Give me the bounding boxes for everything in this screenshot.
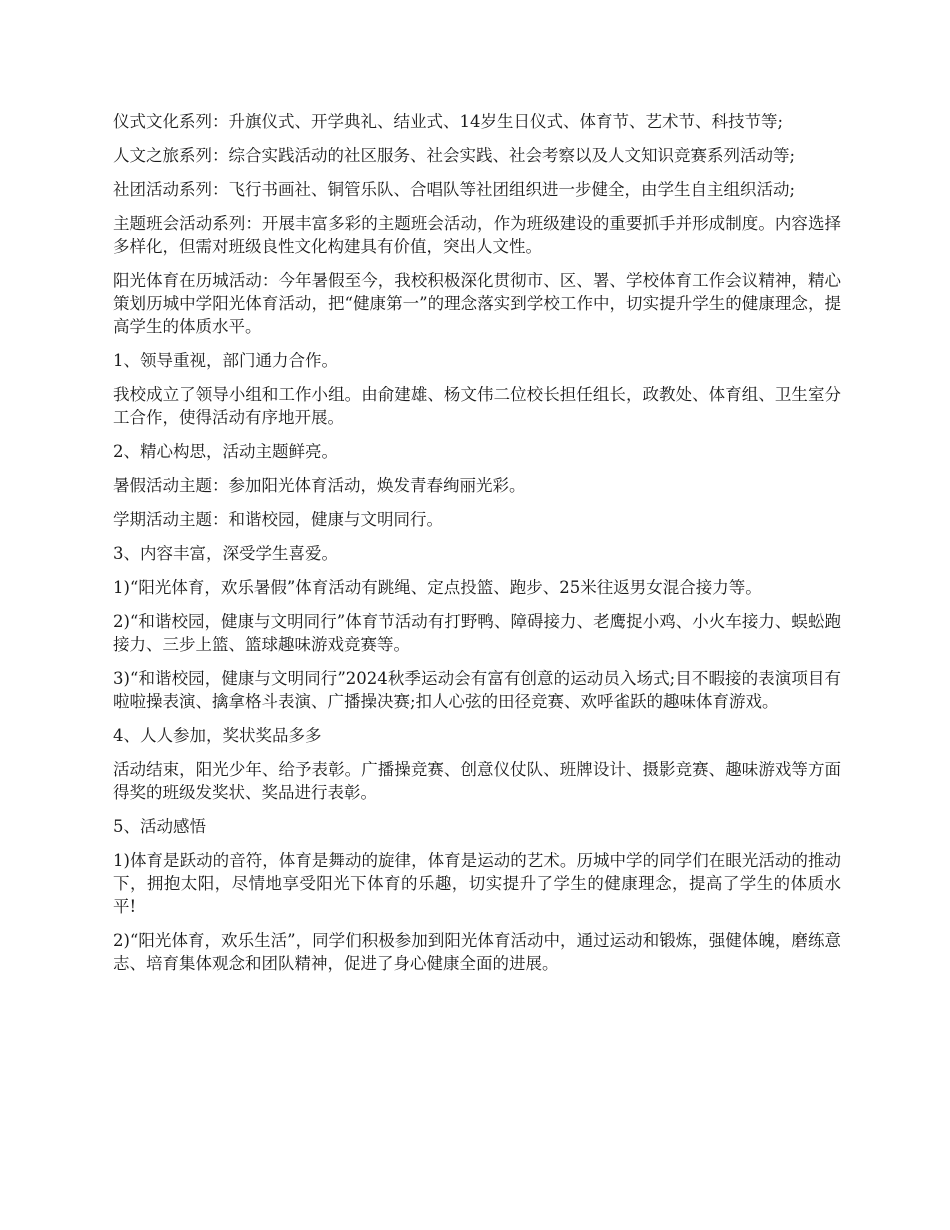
heading-theme: 2、精心构思，活动主题鲜亮。 — [113, 442, 338, 461]
paragraph-reflection-1: 1)体育是跃动的音符，体育是舞动的旋律，体育是运动的艺术。历城中学的同学们在眼光活动的推动下，拥抱太阳，尽情地享受阳光下体育的乐趣，切实提升了学生的健康理念，提高了学生的体质水平! — [113, 851, 841, 916]
heading-awards: 4、人人参加，奖状奖品多多 — [113, 726, 322, 745]
paragraph-reflection-2: 2)“阳光体育，欢乐生活”，同学们积极参加到阳光体育活动中，通过运动和锻炼，强健体魄，磨练意志、培育集体观念和团队精神，促进了身心健康全面的进展。 — [113, 931, 841, 973]
paragraph-ceremony-series: 仪式文化系列：升旗仪式、开学典礼、结业式、14岁生日仪式、体育节、艺术节、科技节等; — [113, 112, 784, 131]
heading-leadership: 1、领导重视，部门通力合作。 — [113, 351, 338, 370]
document-page — [113, 110, 841, 986]
paragraph-club-series: 社团活动系列：飞行书画社、铜管乐队、合唱队等社团组织进一步健全，由学生自主组织活动; — [113, 180, 796, 199]
paragraph-summer-theme: 暑假活动主题：参加阳光体育活动，焕发青春绚丽光彩。 — [113, 476, 526, 495]
paragraph-awards: 活动结束，阳光少年、给予表彰。广播操竞赛、创意仪仗队、班牌设计、摄影竞赛、趣味游戏等方面得奖的班级发奖状、奖品进行表彰。 — [113, 760, 841, 802]
paragraph-class-meeting-series: 主题班会活动系列：开展丰富多彩的主题班会活动，作为班级建设的重要抓手并形成制度。内容选择多样化，但需对班级良性文化构建具有价值，突出人文性。 — [113, 214, 841, 256]
paragraph-content-3: 3)“和谐校园，健康与文明同行”2024秋季运动会有富有创意的运动员入场式;目不暇接的表演项目有啦啦操表演、擒拿格斗表演、广播操决赛;扣人心弦的田径竞赛、欢呼雀跃的趣味体育游戏。 — [113, 669, 841, 711]
heading-reflection: 5、活动感悟 — [113, 817, 206, 836]
paragraph-humanities-series: 人文之旅系列：综合实践活动的社区服务、社会实践、社会考察以及人文知识竞赛系列活动等; — [113, 146, 796, 165]
paragraph-content-2: 2)“和谐校园，健康与文明同行”体育节活动有打野鸭、障碍接力、老鹰捉小鸡、小火车接力、蜈蚣跑接力、三步上篮、篮球趣味游戏竞赛等。 — [113, 612, 841, 654]
heading-content: 3、内容丰富，深受学生喜爱。 — [113, 544, 338, 563]
paragraph-semester-theme: 学期活动主题：和谐校园，健康与文明同行。 — [113, 510, 443, 529]
paragraph-leadership: 我校成立了领导小组和工作小组。由俞建雄、杨文伟二位校长担任组长，政教处、体育组、卫生室分工合作，使得活动有序地开展。 — [113, 385, 841, 427]
paragraph-content-1: 1)“阳光体育，欢乐暑假”体育活动有跳绳、定点投篮、跑步、25米往返男女混合接力等。 — [113, 578, 762, 597]
paragraph-sunshine-sports: 阳光体育在历城活动：今年暑假至今，我校积极深化贯彻市、区、署、学校体育工作会议精神，精心策划历城中学阳光体育活动，把“健康第一”的理念落实到学校工作中，切实提升学生的健康理念，提高学生的体质水平。 — [113, 271, 841, 336]
